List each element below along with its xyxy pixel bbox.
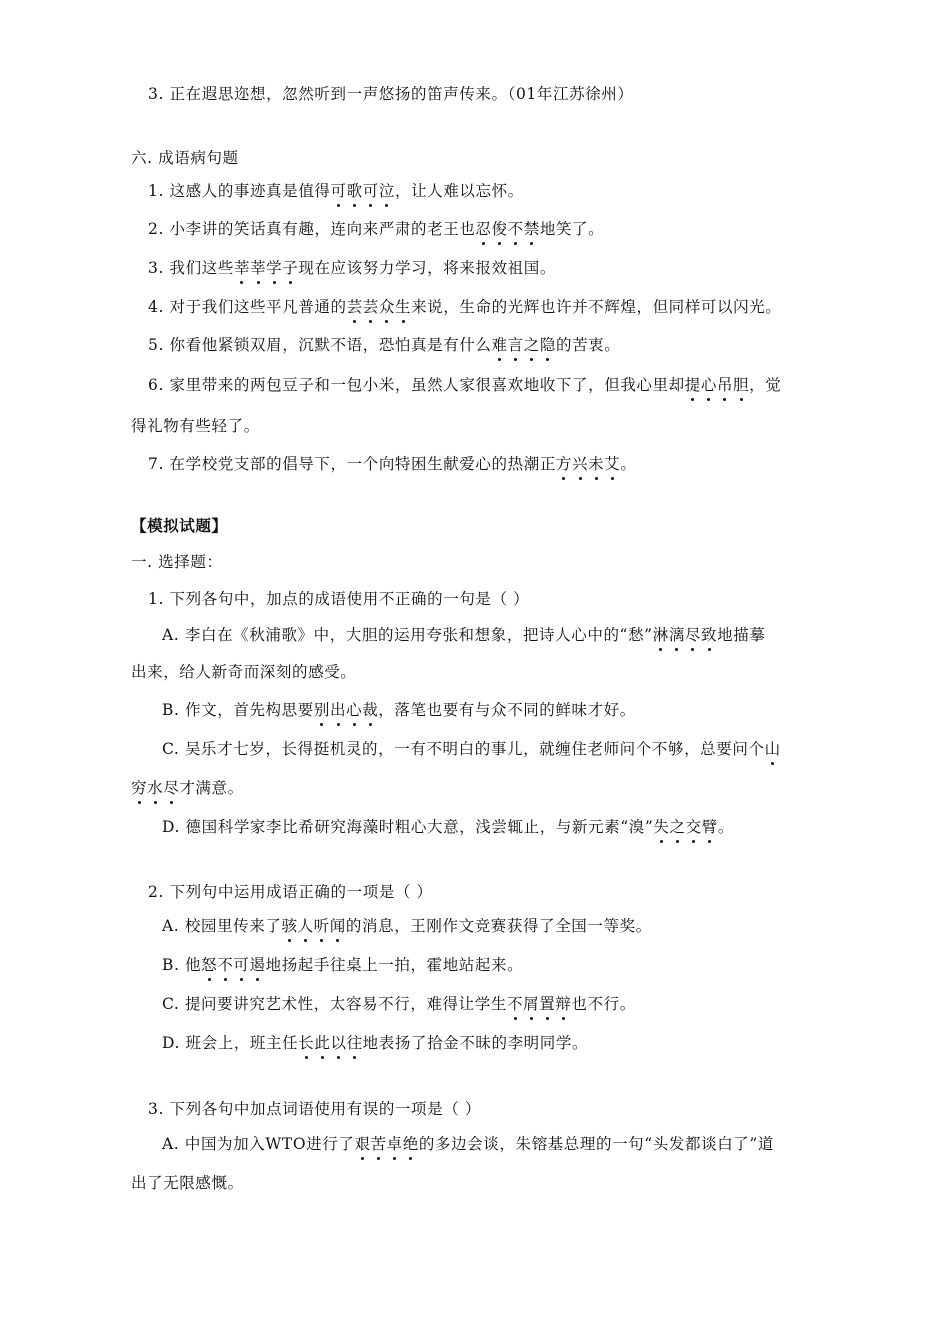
dotted-char: 臂 [702,815,718,837]
dotted-char: 艰 [354,1132,370,1154]
option-line-cont: 出来，给人新奇而深刻的感受。 [131,663,357,681]
dotted-char: 卓 [387,1132,403,1154]
section-title: 【模拟试题】 [131,517,228,535]
dotted-char: 心 [701,373,717,395]
dotted-char: 心 [346,698,362,720]
dotted-char: 人 [298,914,314,936]
dotted-char: 穷 [131,776,147,798]
question-line: 6. 家里带来的两包豆子和一包小米，虽然人家很喜欢地收下了，但我心里却提心吊胆，觉 [148,373,781,395]
option-line: D. 德国科学家李比希研究海藻时粗心大意，浅尝辄止，与新元素“溴”失之交臂。 [162,815,734,837]
dotted-char: 禁 [524,217,540,239]
option-line: C. 提问要讲究艺术性，太容易不行，难得让学生不屑置辩也不行。 [162,992,636,1014]
option-line: C. 吴乐才七岁，长得挺机灵的，一有不明白的事儿，就缠住老师问个不够，总要问个山 [162,737,781,759]
dotted-char: 遏 [249,953,265,975]
dotted-char: 怒 [201,953,217,975]
dotted-char: 之 [670,815,686,837]
dotted-char: 之 [524,333,540,355]
dotted-char: 艾 [604,452,620,474]
dotted-idiom [765,740,781,758]
dotted-char: 忍 [475,217,491,239]
dotted-idiom [298,1034,362,1052]
dotted-char: 歌 [347,179,363,201]
dotted-idiom [685,376,749,394]
option-line: A. 李白在《秋浦歌》中，大胆的运用夸张和想象，把诗人心中的“愁”淋漓尽致地描摹 [162,623,765,645]
question-line: 4. 对于我们这些平凡普通的芸芸众生来说，生命的光辉也许并不辉煌，但同样可以闪光。 [148,295,781,317]
dotted-char: 未 [588,452,604,474]
dotted-char: 兴 [572,452,588,474]
dotted-char: 致 [701,623,717,645]
dotted-char: 不 [508,217,524,239]
dotted-char: 辩 [555,992,571,1014]
dotted-char: 言 [508,333,524,355]
dotted-idiom [653,818,717,836]
dotted-char: 不 [217,953,233,975]
dotted-idiom [653,626,717,644]
section-heading: 六. 成语病句题 [131,149,239,167]
option-line: A. 校园里传来了骇人听闻的消息，王刚作文竞赛获得了全国一等奖。 [162,914,652,936]
option-line-cont: 穷水尽才满意。 [131,776,244,798]
dotted-char: 隐 [540,333,556,355]
question-stem: 2. 下列句中运用成语正确的一项是（ ） [148,883,433,901]
dotted-char: 漓 [669,623,685,645]
dotted-char: 长 [298,1031,314,1053]
dotted-char: 尽 [685,623,701,645]
dotted-char: 苦 [371,1132,387,1154]
question-line: 1. 这感人的事迹真是值得可歌可泣，让人难以忘怀。 [148,179,524,201]
dotted-char: 尽 [163,776,179,798]
text-line: 3. 正在遐思迩想，忽然听到一声悠扬的笛声传来。（01年江苏徐州） [148,85,634,103]
question-line: 3. 我们这些莘莘学子现在应该努力学习，将来报效祖国。 [148,256,556,278]
dotted-char: 可 [331,179,347,201]
dotted-char: 不 [507,992,523,1014]
dotted-char: 生 [395,295,411,317]
dotted-idiom [475,220,539,238]
dotted-char: 难 [492,333,508,355]
dotted-idiom [331,182,395,200]
dotted-char: 莘 [250,256,266,278]
dotted-char: 出 [330,698,346,720]
dotted-char: 以 [330,1031,346,1053]
dotted-char: 胆 [733,373,749,395]
dotted-char: 水 [147,776,163,798]
dotted-idiom [354,1135,418,1153]
dotted-idiom [234,259,298,277]
dotted-char: 莘 [234,256,250,278]
dotted-char: 学 [266,256,282,278]
option-line: B. 作文，首先构思要别出心裁，落笔也要有与众不同的鲜味才好。 [162,698,636,720]
dotted-char: 裁 [362,698,378,720]
question-line: 2. 小李讲的笑话真有趣，连向来严肃的老王也忍俊不禁地笑了。 [148,217,604,239]
question-line: 5. 你看他紧锁双眉，沉默不语，恐怕真是有什么难言之隐的苦衷。 [148,333,620,355]
dotted-idiom [347,298,411,316]
dotted-char: 绝 [403,1132,419,1154]
dotted-char: 置 [539,992,555,1014]
dotted-char: 骇 [281,914,297,936]
dotted-char: 方 [556,452,572,474]
dotted-char: 众 [379,295,395,317]
dotted-char: 可 [233,953,249,975]
dotted-idiom [131,779,179,797]
dotted-char: 俊 [492,217,508,239]
dotted-idiom [281,917,345,935]
dotted-char: 闻 [330,914,346,936]
dotted-char: 失 [653,815,669,837]
dotted-char: 芸 [363,295,379,317]
dotted-char: 淋 [653,623,669,645]
question-line: 7. 在学校党支部的倡导下，一个向特困生献爱心的热潮正方兴未艾。 [148,452,636,474]
dotted-char: 芸 [347,295,363,317]
section-heading: 一. 选择题： [131,553,223,571]
dotted-idiom [201,956,265,974]
dotted-char: 屑 [523,992,539,1014]
dotted-idiom [492,336,556,354]
option-line: B. 他怒不可遏地扬起手往桌上一拍，霍地站起来。 [162,953,523,975]
dotted-char: 听 [314,914,330,936]
option-line-cont: 出了无限感慨。 [131,1174,244,1192]
dotted-char: 泣 [379,179,395,201]
dotted-idiom [314,701,378,719]
dotted-char: 吊 [717,373,733,395]
dotted-idiom [556,455,620,473]
dotted-char: 山 [765,737,781,759]
dotted-char: 交 [686,815,702,837]
dotted-char: 子 [282,256,298,278]
question-stem: 1. 下列各句中，加点的成语使用不正确的一句是（ ） [148,590,530,608]
dotted-char: 提 [685,373,701,395]
dotted-char: 别 [314,698,330,720]
dotted-char: 可 [363,179,379,201]
question-line-cont: 得礼物有些轻了。 [131,417,260,435]
dotted-char: 此 [314,1031,330,1053]
dotted-char: 往 [347,1031,363,1053]
option-line: A. 中国为加入WTO进行了艰苦卓绝的多边会谈，朱镕基总理的一句“头发都谈白了”道 [162,1132,774,1154]
option-line: D. 班会上，班主任长此以往地表扬了拾金不昧的李明同学。 [162,1031,588,1053]
dotted-idiom [507,995,571,1013]
question-stem: 3. 下列各句中加点词语使用有误的一项是（ ） [148,1100,481,1118]
